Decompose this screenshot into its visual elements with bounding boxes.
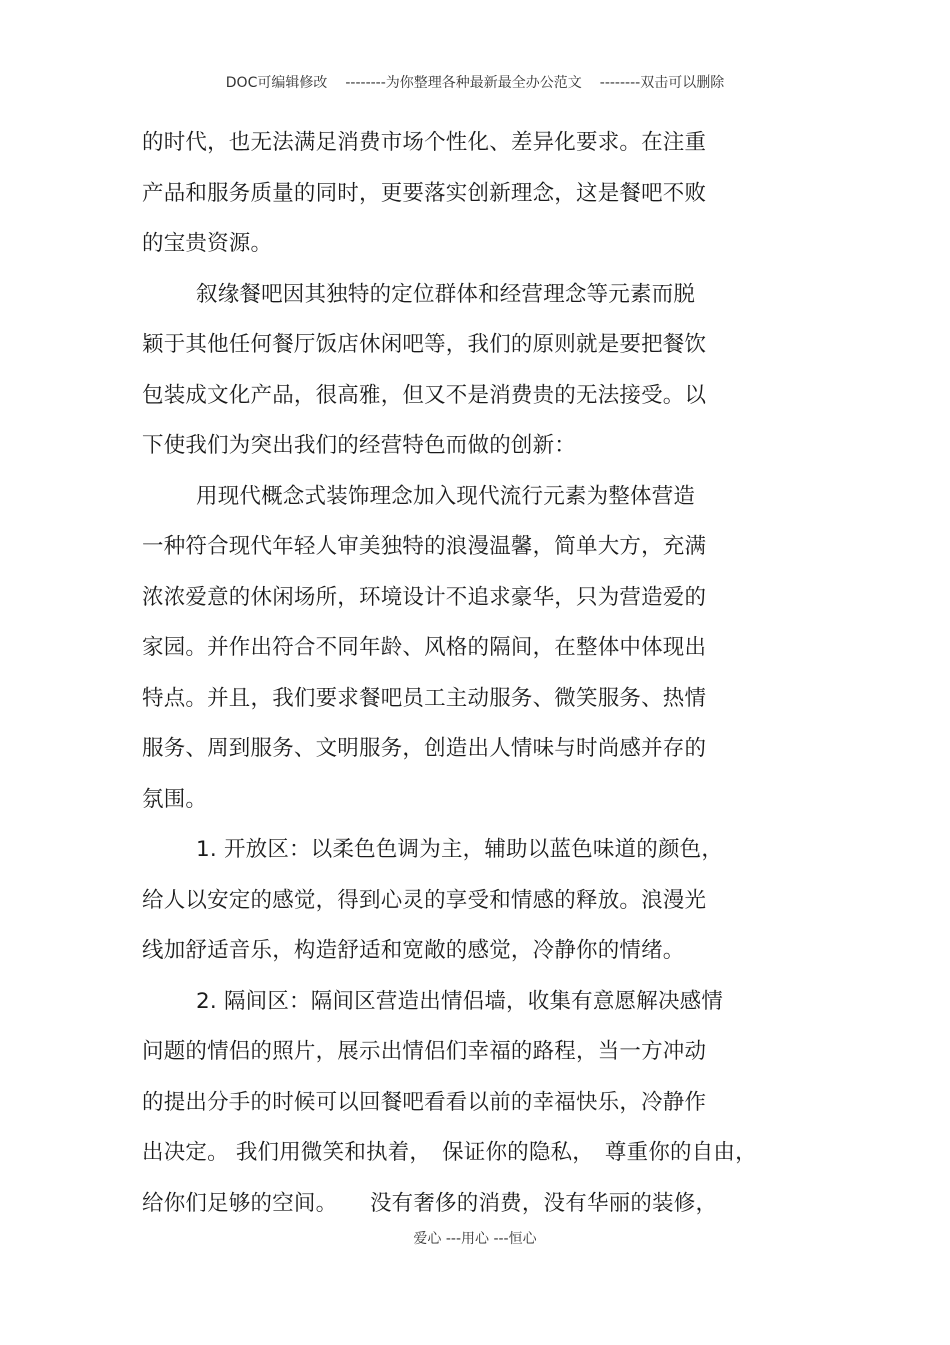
header-delete-note: --------双击可以删除 [599, 75, 725, 91]
paragraph-start-line: 用现代概念式装饰理念加入现代流行元素为整体营造 [196, 483, 696, 509]
body-line: 给你们足够的空间。 没有奢侈的消费，没有华丽的装修， [142, 1190, 718, 1216]
body-line: 的时代，也无法满足消费市场个性化、差异化要求。在注重 [142, 130, 707, 155]
paragraph-start-line: 叙缘餐吧因其独特的定位群体和经营理念等元素而脱 [196, 281, 696, 307]
body-line: 问题的情侣的照片，展示出情侣们幸福的路程，当一方冲动 [142, 1039, 707, 1064]
body-line: 给人以安定的感觉，得到心灵的享受和情感的释放。浪漫光 [142, 887, 707, 913]
body-line: 线加舒适音乐，构造舒适和宽敞的感觉，冷静你的情绪。 [142, 938, 685, 963]
body-line: 产品和服务质量的同时，更要落实创新理念，这是餐吧不败 [142, 180, 707, 206]
body-line: 颖于其他任何餐厅饭店休闲吧等，我们的原则就是要把餐饮 [142, 332, 707, 357]
header-collection-note: --------为你整理各种最新最全办公范文 [345, 75, 582, 91]
body-line: 的宝贵资源。 [142, 231, 273, 256]
body-line: 的提出分手的时候可以回餐吧看看以前的幸福快乐，冷静作 [142, 1089, 707, 1115]
list-item-open-area: 1. 开放区：以柔色色调为主，辅助以蓝色味道的颜色， [196, 837, 724, 862]
body-line: 出决定。 我们用微笑和执着， 保证你的隐私， 尊重你的自由， [142, 1140, 757, 1165]
body-line: 特点。并且，我们要求餐吧员工主动服务、微笑服务、热情 [142, 685, 707, 711]
body-line: 浓浓爱意的休闲场所，环境设计不追求豪华，只为营造爱的 [142, 584, 707, 610]
header-doc-editable: DOC可编辑修改 [225, 75, 328, 91]
body-line: 服务、周到服务、文明服务，创造出人情味与时尚感并存的 [142, 736, 707, 761]
document-body [142, 118, 792, 1229]
list-item-booth-area: 2. 隔间区：隔间区营造出情侣墙，收集有意愿解决感情 [196, 988, 724, 1014]
body-line: 家园。并作出符合不同年龄、风格的隔间，在整体中体现出 [142, 635, 707, 660]
body-line: 包装成文化产品，很高雅，但又不是消费贵的无法接受。以 [142, 382, 707, 408]
page-header [0, 72, 950, 92]
body-line: 一种符合现代年轻人审美独特的浪漫温馨，简单大方，充满 [142, 534, 707, 559]
body-line: 下使我们为突出我们的经营特色而做的创新： [142, 433, 577, 458]
page-footer: 爱心 ---用心 ---恒心 [413, 1231, 537, 1247]
body-line: 氛围。 [142, 786, 208, 812]
